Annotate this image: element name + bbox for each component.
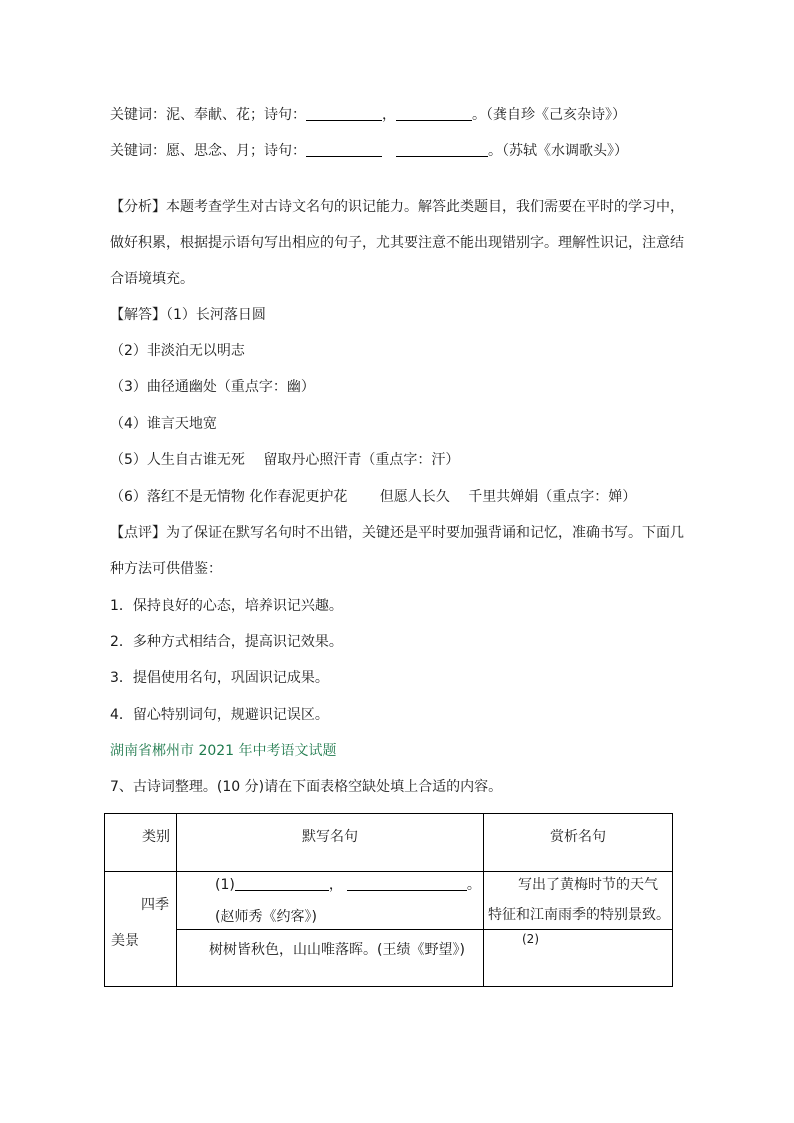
comment-text: 为了保证在默写名句时不出错，关键还是平时要加强背诵和记忆，准确书写。下面几 xyxy=(166,525,684,541)
comment-label: 【点评】 xyxy=(110,525,166,541)
comment-line-1 xyxy=(110,523,684,543)
row2-appreciation-cell xyxy=(484,930,673,987)
answer-item: （2）非淡泊无以明志 xyxy=(110,343,245,359)
header-category: 类别 xyxy=(142,829,170,845)
analysis-line-1 xyxy=(110,197,684,217)
row1-number: (1) xyxy=(215,877,235,893)
answer-label: 【解答】 xyxy=(110,307,166,323)
keyword-line-1-sep: ， xyxy=(382,107,396,123)
header-appreciation-cell xyxy=(484,814,673,872)
row1-fill-line xyxy=(215,875,481,895)
answer-item: （1）长河落日圆 xyxy=(166,307,266,323)
answer-blank xyxy=(235,876,329,891)
row1-poem-cell xyxy=(177,872,484,930)
row2-poem-cell xyxy=(177,930,484,987)
category-line-1: 四季 xyxy=(141,897,169,913)
table-row xyxy=(105,872,673,930)
answer-item: （4）谁言天地宽 xyxy=(110,416,217,432)
header-poem: 默写名句 xyxy=(302,829,358,845)
row1-appreciation-line-1: 写出了黄梅时节的天气 xyxy=(518,877,658,893)
keyword-line-1-prefix: 关键词：泥、奉献、花；诗句： xyxy=(110,107,306,123)
keyword-line-2 xyxy=(110,141,628,161)
header-category-cell xyxy=(105,814,177,872)
tip-item: 2．多种方式相结合，提高识记效果。 xyxy=(110,634,343,650)
row1-sep: ， xyxy=(328,877,343,893)
keyword-line-1 xyxy=(110,105,626,125)
section-title: 湖南省郴州市 2021 年中考语文试题 xyxy=(110,743,337,759)
answer-item: （6）落红不是无情物 化作春泥更护花 但愿人长久 千里共婵娟（重点字：婵） xyxy=(110,489,637,505)
analysis-line-3: 合语境填充。 xyxy=(110,271,194,287)
comment-line-2: 种方法可供借鉴： xyxy=(110,561,222,577)
keyword-line-1-suffix: 。（龚自珍《己亥杂诗》） xyxy=(472,107,626,123)
poem-table xyxy=(104,813,673,987)
row2-poem: 树树皆秋色，山山唯落晖。(王绩《野望》) xyxy=(209,942,465,958)
category-line-2: 美景 xyxy=(111,933,139,949)
answer-blank xyxy=(347,876,467,891)
table-header-row xyxy=(105,814,673,872)
answer-blank xyxy=(396,142,488,157)
tip-item: 3．提倡使用名句，巩固识记成果。 xyxy=(110,670,329,686)
answer-item: （3）曲径通幽处（重点字：幽） xyxy=(110,379,315,395)
answer-item: （5）人生自古谁无死 留取丹心照汗青（重点字：汗） xyxy=(110,452,460,468)
row1-end: 。 xyxy=(466,877,481,893)
answer-blank xyxy=(396,106,472,121)
analysis-line-2: 做好积累，根据提示语句写出相应的句子，尤其要注意不能出现错别字。理解性识记，注意结 xyxy=(110,235,684,251)
row2-appreciation: (2) xyxy=(522,932,539,946)
tip-item: 1．保持良好的心态，培养识记兴趣。 xyxy=(110,598,343,614)
row1-source: (赵师秀《约客》) xyxy=(215,909,317,925)
keyword-line-2-suffix: 。（苏轼《水调歌头》） xyxy=(488,143,628,159)
category-cell xyxy=(105,872,177,987)
row1-appreciation-line-2: 特征和江南雨季的特别景致。 xyxy=(488,907,670,923)
table-row xyxy=(105,930,673,987)
keyword-line-2-prefix: 关键词：愿、思念、月；诗句： xyxy=(110,143,306,159)
question-text: 7、古诗词整理。(10 分)请在下面表格空缺处填上合适的内容。 xyxy=(110,779,503,795)
analysis-label: 【分析】 xyxy=(110,199,166,215)
tip-item: 4．留心特别词句，规避识记误区。 xyxy=(110,707,329,723)
answer-blank xyxy=(306,106,382,121)
answer-blank xyxy=(306,142,382,157)
header-appreciation: 赏析名句 xyxy=(550,829,606,845)
answer-line-1 xyxy=(110,305,266,325)
header-poem-cell xyxy=(177,814,484,872)
row1-appreciation-cell xyxy=(484,872,673,930)
analysis-text: 本题考查学生对古诗文名句的识记能力。解答此类题目，我们需要在平时的学习中， xyxy=(166,199,684,215)
